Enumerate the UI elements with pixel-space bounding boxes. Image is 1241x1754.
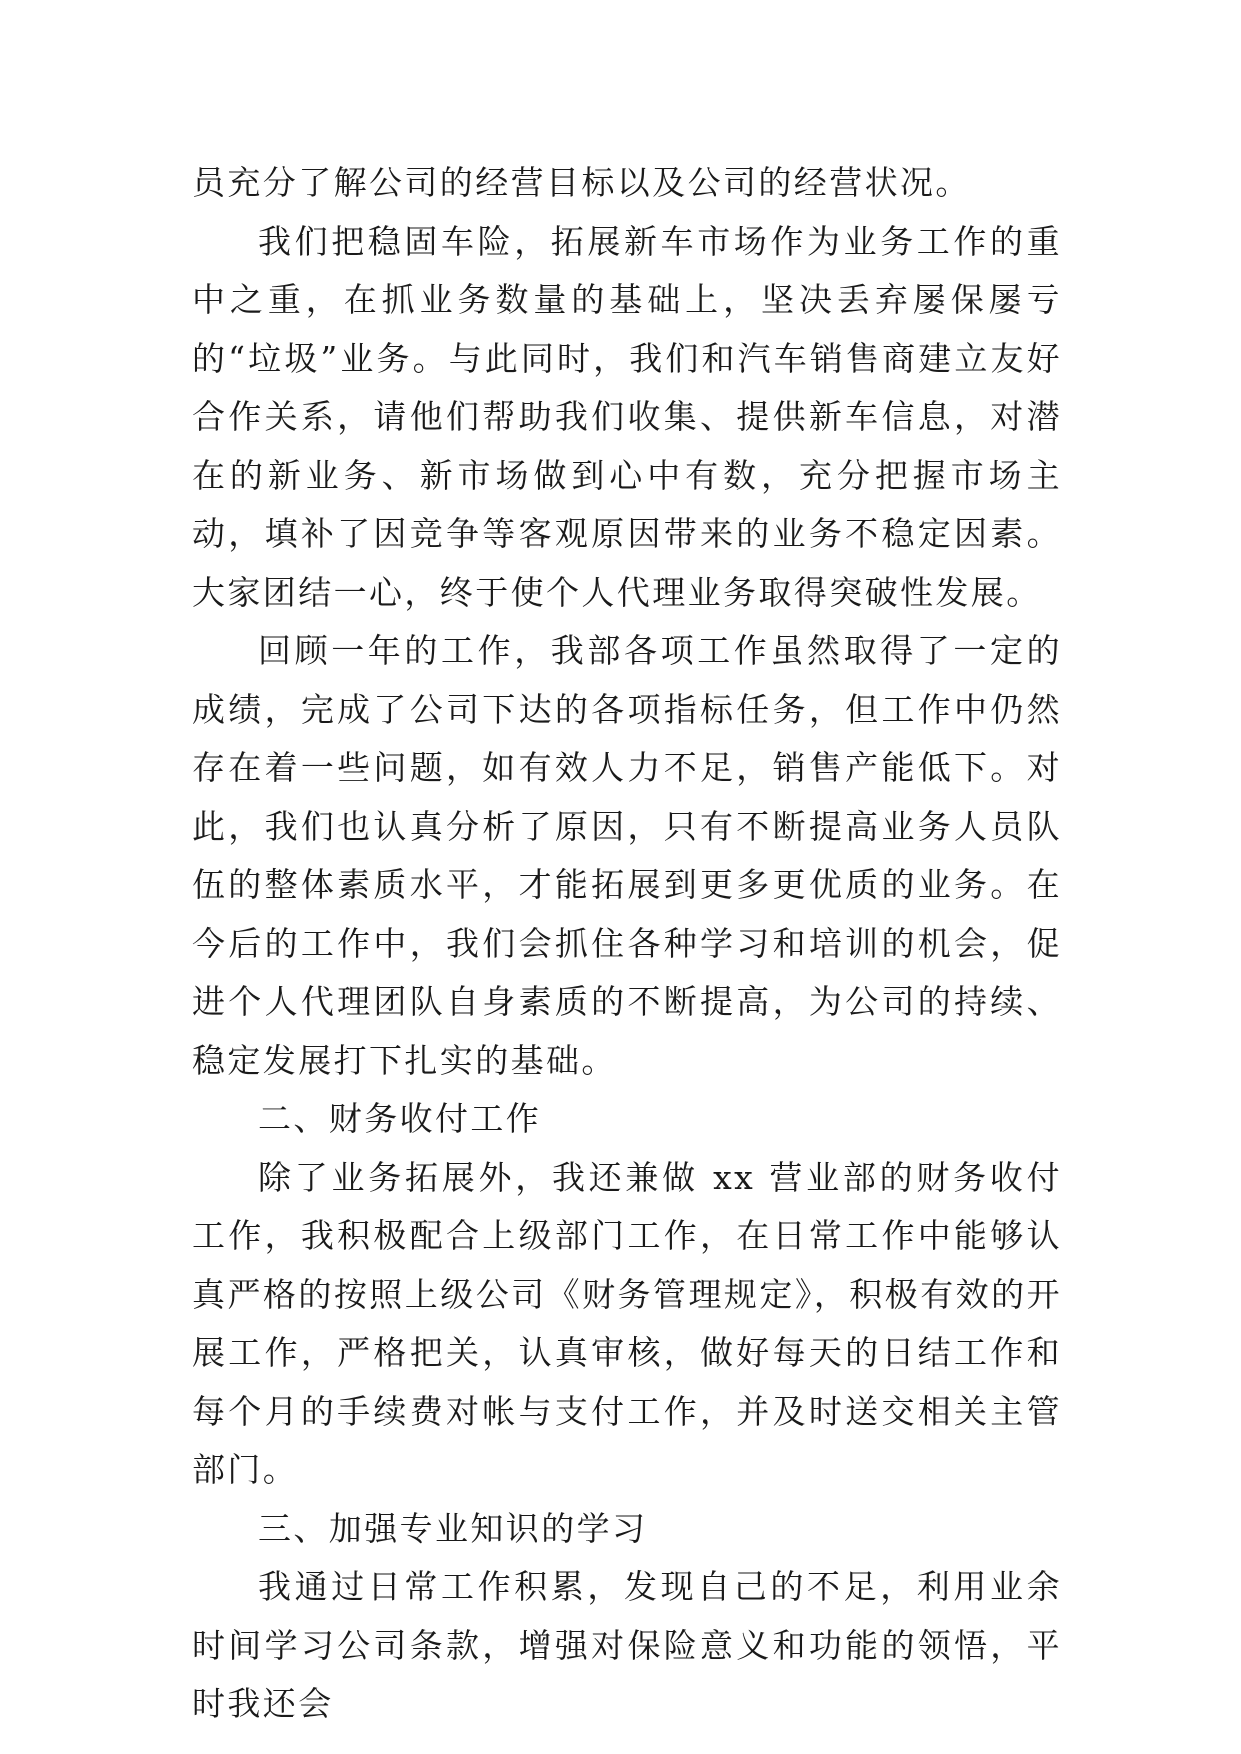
paragraph-3: 回顾一年的工作，我部各项工作虽然取得了一定的成绩，完成了公司下达的各项指标任务，但工作中仍然存在着一些问题，如有效人力不足，销售产能低下。对此，我们也认真分析了原因，只有不断提高业务人员队伍的整体素质水平，才能拓展到更多更优质的业务。在今后的工作中，我们会抓住各种学习和培训的机会，促进个人代理团队自身素质的不断提高，为公司的持续、稳定发展打下扎实的基础。 [192,631,1062,1080]
paragraph-2: 我们把稳固车险，拓展新车市场作为业务工作的重中之重，在抓业务数量的基础上，坚决丢弃屡保屡亏的“垃圾”业务。与此同时，我们和汽车销售商建立友好合作关系，请他们帮助我们收集、提供新车信息，对潜在的新业务、新市场做到心中有数，充分把握市场主动，填补了因竞争等客观原因带来的业务不稳定因素。大家团结一心，终于使个人代理业务取得突破性发展。 [192,221,1062,612]
section-heading-study: 三、加强专业知识的学习 [258,1508,648,1548]
paragraph-5: 我通过日常工作积累，发现自己的不足，利用业余时间学习公司条款，增强对保险意义和功能的领悟，平时我还会 [192,1567,1062,1723]
paragraph-1: 员充分了解公司的经营目标以及公司的经营状况。 [192,163,971,202]
document-body [192,154,1062,1734]
section-heading-finance: 二、财务收付工作 [258,1099,542,1138]
paragraph-4: 除了业务拓展外，我还兼做 xx 营业部的财务收付工作，我积极配合上级部门工作，在日常工作中能够认真严格的按照上级公司《财务管理规定》，积极有效的开展工作，严格把关，认真审核，做好每天的日结工作和每个月的手续费对帐与支付工作，并及时送交相关主管部门。 [192,1157,1062,1489]
